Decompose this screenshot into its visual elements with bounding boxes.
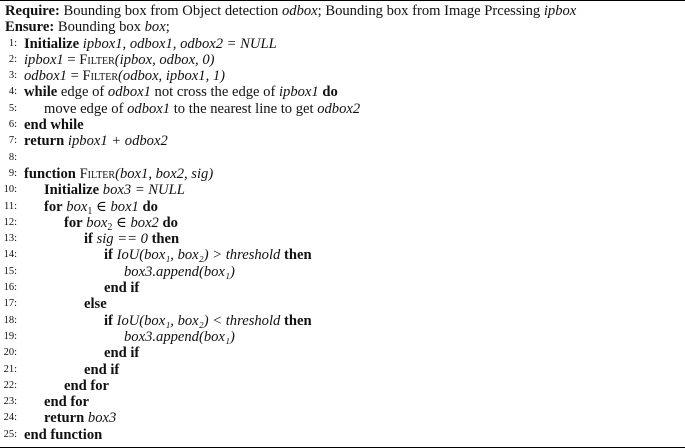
algo-line-23 — [0, 394, 685, 410]
algo-line-10 — [0, 182, 685, 198]
keyword-then: then — [283, 312, 312, 329]
require-text: Bounding box from Object detection — [63, 3, 279, 19]
line-number: 15: — [3, 265, 17, 277]
line-number: 6: — [8, 119, 17, 131]
function-args: (odbox, ipbox1, 1) — [118, 68, 226, 85]
line-number: 19: — [3, 330, 17, 342]
line-number: 25: — [3, 428, 17, 440]
line-text: box3 — [87, 410, 117, 427]
keyword-return: return — [44, 410, 85, 427]
require-var-odbox: odbox — [281, 3, 318, 19]
assign-op: = — [66, 68, 83, 85]
assign-lhs: odbox1 — [24, 68, 67, 85]
algo-line-12 — [0, 215, 685, 231]
keyword-do: do — [162, 214, 178, 231]
keyword-end-while: end while — [24, 117, 84, 134]
algo-line-19 — [0, 329, 685, 345]
line-number: 21: — [3, 363, 17, 375]
line-number: 23: — [3, 396, 17, 408]
line-number: 5: — [8, 102, 17, 114]
var-odbox1: odbox1 — [127, 100, 171, 117]
line-number: 20: — [3, 347, 17, 359]
keyword-then: then — [283, 247, 312, 264]
var-ipbox1: ipbox1 — [278, 84, 319, 101]
keyword-do: do — [322, 84, 338, 101]
algo-line-4 — [0, 84, 685, 100]
line-number: 12: — [3, 216, 17, 228]
keyword-for: for — [44, 198, 63, 215]
line-text: ∈ box1 — [92, 198, 139, 215]
function-name: Filter — [82, 68, 119, 85]
line-text: ipbox1, odbox1, odbox2 = NULL — [82, 35, 277, 52]
line-number: 14: — [3, 249, 17, 261]
line-text: box3.append(box₁) — [124, 328, 235, 345]
keyword-initialize: Initialize — [24, 35, 80, 52]
line-number: 8: — [8, 151, 17, 163]
line-number: 1: — [8, 37, 17, 49]
ensure-keyword: Ensure: — [5, 19, 55, 36]
line-number: 24: — [3, 412, 17, 424]
algo-line-24 — [0, 410, 685, 426]
keyword-if: if — [104, 312, 113, 329]
var-odbox1: odbox1 — [107, 84, 151, 101]
ensure-end: ; — [165, 19, 170, 36]
line-number: 11: — [3, 200, 17, 212]
keyword-if: if — [104, 247, 113, 264]
algo-line-14 — [0, 247, 685, 263]
line-number: 13: — [3, 233, 17, 245]
line-number: 4: — [8, 86, 17, 98]
assign-lhs: ipbox1 — [24, 51, 64, 68]
algo-line-16 — [0, 280, 685, 296]
require-line — [0, 3, 685, 19]
line-text: IoU(box₁, box₂) > threshold — [116, 247, 281, 264]
function-name: Filter — [79, 51, 115, 68]
algo-line-17 — [0, 296, 685, 312]
algo-line-2 — [0, 52, 685, 68]
algo-line-9 — [0, 166, 685, 182]
algo-line-11 — [0, 199, 685, 215]
algo-line-18 — [0, 313, 685, 329]
loop-var-subscript: 2 — [107, 221, 113, 233]
keyword-else: else — [84, 296, 107, 313]
require-keyword: Require: — [5, 3, 60, 19]
line-text: to the nearest line to get — [173, 100, 314, 117]
line-text: box3.append(box₁) — [124, 263, 235, 280]
loop-var: box — [66, 198, 88, 215]
algo-line-20 — [0, 345, 685, 361]
require-text-2: ; Bounding box from Image Prcessing — [317, 3, 541, 19]
keyword-function: function — [24, 165, 76, 182]
line-number: 17: — [3, 298, 17, 310]
function-name: Filter — [79, 165, 116, 182]
function-args: (ipbox, odbox, 0) — [114, 51, 215, 68]
require-var-ipbox: ipbox — [543, 3, 577, 19]
algo-line-15 — [0, 264, 685, 280]
keyword-return: return — [24, 133, 65, 150]
algo-line-3 — [0, 68, 685, 84]
keyword-end-if: end if — [104, 345, 140, 362]
line-number: 3: — [8, 70, 17, 82]
keyword-end-if: end if — [104, 280, 140, 297]
keyword-if: if — [84, 231, 93, 248]
algo-line-21 — [0, 362, 685, 378]
line-number: 9: — [8, 167, 17, 179]
line-number: 16: — [3, 282, 17, 294]
var-odbox2: odbox2 — [317, 100, 361, 117]
line-text: not cross the edge of — [154, 84, 276, 101]
loop-var-subscript: 1 — [87, 205, 93, 217]
algo-line-5 — [0, 101, 685, 117]
line-number: 18: — [3, 314, 17, 326]
line-number: 7: — [8, 135, 17, 147]
algo-line-6 — [0, 117, 685, 133]
ensure-var-box: box — [144, 19, 166, 36]
line-text: box3 = NULL — [102, 182, 185, 199]
algo-line-7 — [0, 133, 685, 149]
keyword-end-function: end function — [24, 426, 103, 443]
line-number: 22: — [3, 379, 17, 391]
ensure-text: Bounding box — [57, 19, 141, 36]
line-text: move edge of — [44, 100, 124, 117]
line-text: sig == 0 — [96, 231, 148, 248]
algo-line-25 — [0, 427, 685, 443]
algo-line-13 — [0, 231, 685, 247]
line-text: ipbox1 + odbox2 — [67, 133, 168, 150]
function-args: (box1, box2, sig) — [115, 165, 214, 182]
line-number: 2: — [8, 53, 17, 65]
assign-op: = — [63, 51, 80, 68]
loop-var: box — [86, 214, 108, 231]
ensure-line — [0, 19, 685, 35]
keyword-end-for: end for — [44, 394, 89, 411]
line-text: ∈ box2 — [112, 214, 159, 231]
algo-line-22 — [0, 378, 685, 394]
algo-line-8 — [0, 150, 685, 166]
keyword-then: then — [151, 231, 180, 248]
keyword-for: for — [64, 214, 83, 231]
keyword-end-if: end if — [84, 361, 120, 378]
line-text: IoU(box₁, box₂) < threshold — [116, 312, 281, 329]
keyword-do: do — [142, 198, 158, 215]
line-text: edge of — [60, 84, 105, 101]
keyword-end-for: end for — [64, 377, 109, 394]
line-number: 10: — [3, 184, 17, 196]
keyword-initialize: Initialize — [44, 182, 100, 199]
keyword-while: while — [24, 84, 58, 101]
algo-line-1 — [0, 36, 685, 52]
